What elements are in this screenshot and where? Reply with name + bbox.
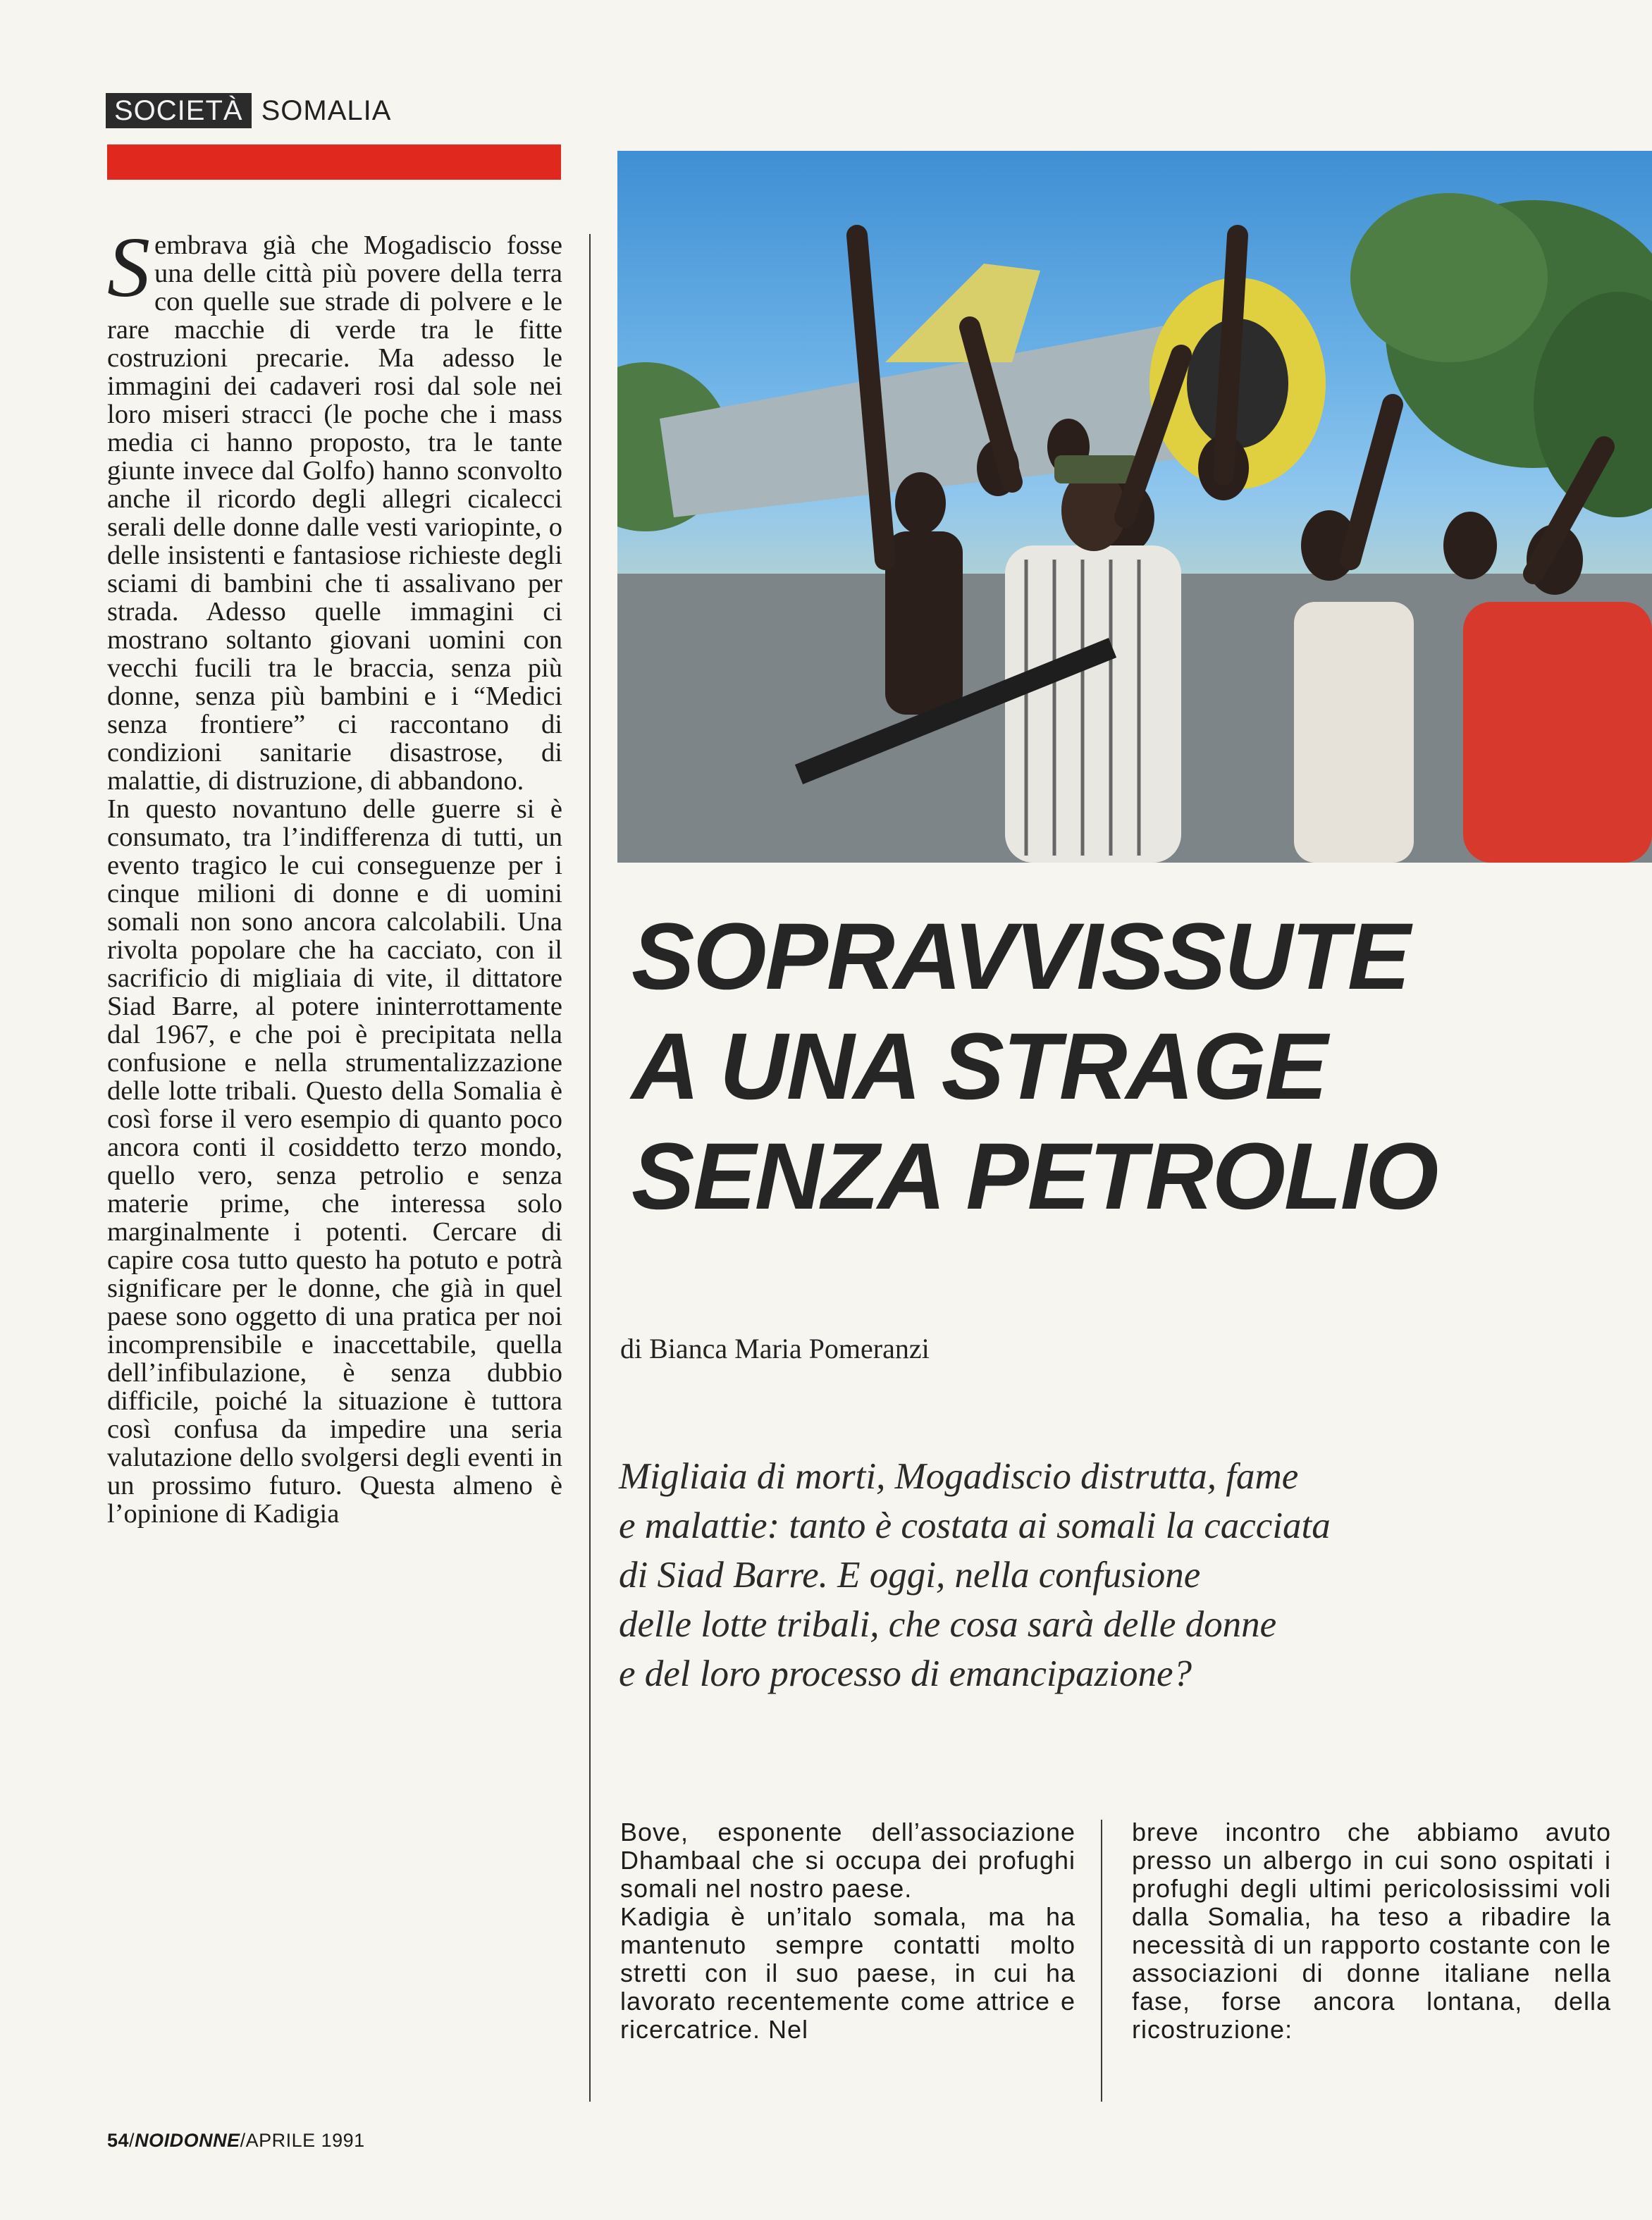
standfirst-line-4: delle lotte tribali, che cosa sarà delle donne	[619, 1604, 1277, 1645]
column-rule-left	[589, 234, 591, 2102]
section-tag	[106, 93, 391, 128]
standfirst-line-2: e malattie: tanto è costata ai somali la cacciata	[619, 1505, 1331, 1546]
standfirst-line-3: di Siad Barre. E oggi, nella confusione	[619, 1555, 1201, 1596]
column-2-paragraph-1: Bove, esponente dell’associazione Dhambaal che si occupa dei profughi somali nel nostro paese.	[620, 1818, 1075, 1903]
drop-cap: S	[107, 220, 150, 315]
article-headline	[631, 902, 1632, 1232]
issue-date: APRILE 1991	[245, 2130, 365, 2151]
article-column-2	[620, 1818, 1075, 2044]
standfirst-line-1: Migliaia di morti, Mogadiscio distrutta, fame	[619, 1456, 1299, 1497]
column-3-paragraph-1: breve incontro che abbiamo avuto presso un albergo in cui sono ospitati i profughi degli ultimi pericolosissimi voli dalla Somalia, ha teso a ribadire la necessità di un rapporto costante con le associazioni di donne italiane nella fase, forse ancora lontana, della ricostruzione:	[1132, 1818, 1611, 2044]
standfirst-line-5: e del loro processo di emancipazione?	[619, 1653, 1192, 1694]
photo-illustration	[617, 151, 1652, 863]
column-1-paragraph-2: In questo novantuno delle guerre si è consumato, tra l’indifferenza di tutti, un evento tragico le cui conseguenze per i cinque milioni di donne e di uomini somali non sono ancora calcolabili. Una rivolta popolare che ha cacciato, con il sacrificio di migliaia di vite, il dittatore Siad Barre, al potere ininterrottamente dal 1967, e che poi è precipitata nella confusione e nella strumentalizzazione delle lotte tribali. Questo della Somalia è così forse il vero esempio di quanto poco ancora conti il cosiddetto terzo mondo, quello vero, senza petrolio e senza materie prime, che interessa solo marginalmente i potenti. Cercare di capire cosa tutto questo ha potuto e potrà significare per le donne, che già in quel paese sono oggetto di una pratica per noi incomprensibile e inaccettabile, quella dell’infibulazione, è senza dubbio difficile, poiché la situazione è tuttora così confusa da impedire una seria valutazione dello svolgersi degli eventi in un prossimo futuro. Questa almeno è l’opinione di Kadigia	[107, 794, 562, 1529]
article-column-1	[107, 220, 562, 1529]
magazine-name: NOIDONNE	[135, 2130, 240, 2151]
column-1-paragraph-1	[107, 220, 562, 796]
standfirst	[619, 1452, 1535, 1698]
byline: di Bianca Maria Pomeranzi	[620, 1333, 930, 1364]
column-1-paragraph-1-text: embrava già che Mogadiscio fosse una delle città più povere della terra con quelle sue strade di polvere e le rare macchie di verde tra le fitte costruzioni precarie. Ma adesso le immagini dei cadaveri rosi dal sole nei loro miseri stracci (le poche che i mass media ci hanno proposto, tra le tante giunte invece dal Golfo) hanno sconvolto anche il ricordo degli allegri cicalecci serali delle donne dalle vesti variopinte, o delle insistenti e fantasiose richieste degli sciami di bambini che ti assalivano per strada. Adesso quelle immagini ci mostrano soltanto giovani uomini con vecchi fucili tra le braccia, senza più donne, senza più bambini e i “Medici senza frontiere” ci raccontano di condizioni sanitarie disastrose, di malattie, di distruzione, di abbandono.	[107, 230, 562, 796]
headline-line-2: A UNA STRAGE	[631, 1014, 1326, 1119]
headline-line-1: SOPRAVVISSUTE	[631, 904, 1410, 1009]
headline-line-3: SENZA PETROLIO	[631, 1124, 1438, 1229]
page-number: 54	[107, 2130, 130, 2151]
section-label: SOCIETÀ	[106, 93, 252, 128]
red-accent-bar	[107, 144, 561, 180]
article-column-3	[1132, 1818, 1611, 2044]
column-rule-right	[1101, 1820, 1102, 2102]
page-folio: 54/NOIDONNE/APRILE 1991	[107, 2130, 365, 2151]
topic-label: SOMALIA	[261, 94, 392, 126]
column-2-paragraph-2: Kadigia è un’italo somala, ma ha mantenuto sempre contatti molto stretti con il suo paese, in cui ha lavorato recentemente come attrice e ricercatrice. Nel	[620, 1902, 1075, 2044]
article-photo	[617, 151, 1652, 863]
